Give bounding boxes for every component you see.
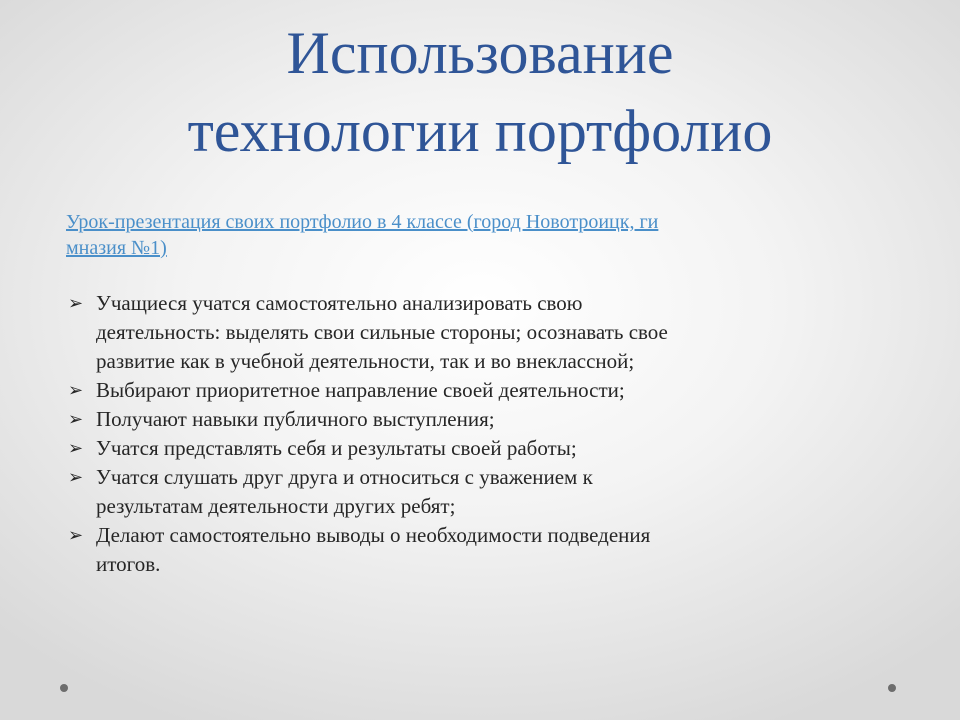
bullet-list (66, 289, 906, 579)
arrow-bullet-icon: ➢ (68, 438, 84, 458)
bullet-text-line: результатам деятельности других ребят; (96, 494, 456, 518)
bullet-item (66, 521, 906, 579)
arrow-bullet-icon: ➢ (68, 293, 84, 313)
bullet-item (66, 376, 906, 405)
decorative-dot-right (888, 684, 896, 692)
arrow-bullet-icon: ➢ (68, 409, 84, 429)
slide-title (40, 14, 920, 170)
bullet-text-line: Учатся слушать друг друга и относиться с уважением к (96, 465, 593, 489)
bullet-text-line: Учатся представлять себя и результаты своей работы; (96, 436, 577, 460)
bullet-text-line: Учащиеся учатся самостоятельно анализировать свою (96, 291, 583, 315)
bullet-item (66, 405, 906, 434)
slide-title-line-2: технологии портфолио (187, 98, 773, 164)
bullet-item (66, 434, 906, 463)
bullet-text-line: Получают навыки публичного выступления; (96, 407, 495, 431)
arrow-bullet-icon: ➢ (68, 525, 84, 545)
lesson-presentation-link[interactable] (66, 209, 866, 261)
bullet-text-line: итогов. (96, 552, 161, 576)
slide-title-line-1: Использование (286, 20, 674, 86)
bullet-text-line: развитие как в учебной деятельности, так и во внеклассной; (96, 349, 635, 373)
bullet-text-line: Выбирают приоритетное направление своей деятельности; (96, 378, 625, 402)
arrow-bullet-icon: ➢ (68, 380, 84, 400)
bullet-text-line: деятельность: выделять свои сильные стороны; осознавать свое (96, 320, 668, 344)
decorative-dot-left (60, 684, 68, 692)
link-line-2: мназия №1) (66, 237, 167, 259)
bullet-text-line: Делают самостоятельно выводы о необходимости подведения (96, 523, 651, 547)
arrow-bullet-icon: ➢ (68, 467, 84, 487)
bullet-item (66, 463, 906, 521)
link-line-1: Урок-презентация своих портфолио в 4 классе (город Новотроицк, ги (66, 211, 659, 233)
bullet-item (66, 289, 906, 376)
